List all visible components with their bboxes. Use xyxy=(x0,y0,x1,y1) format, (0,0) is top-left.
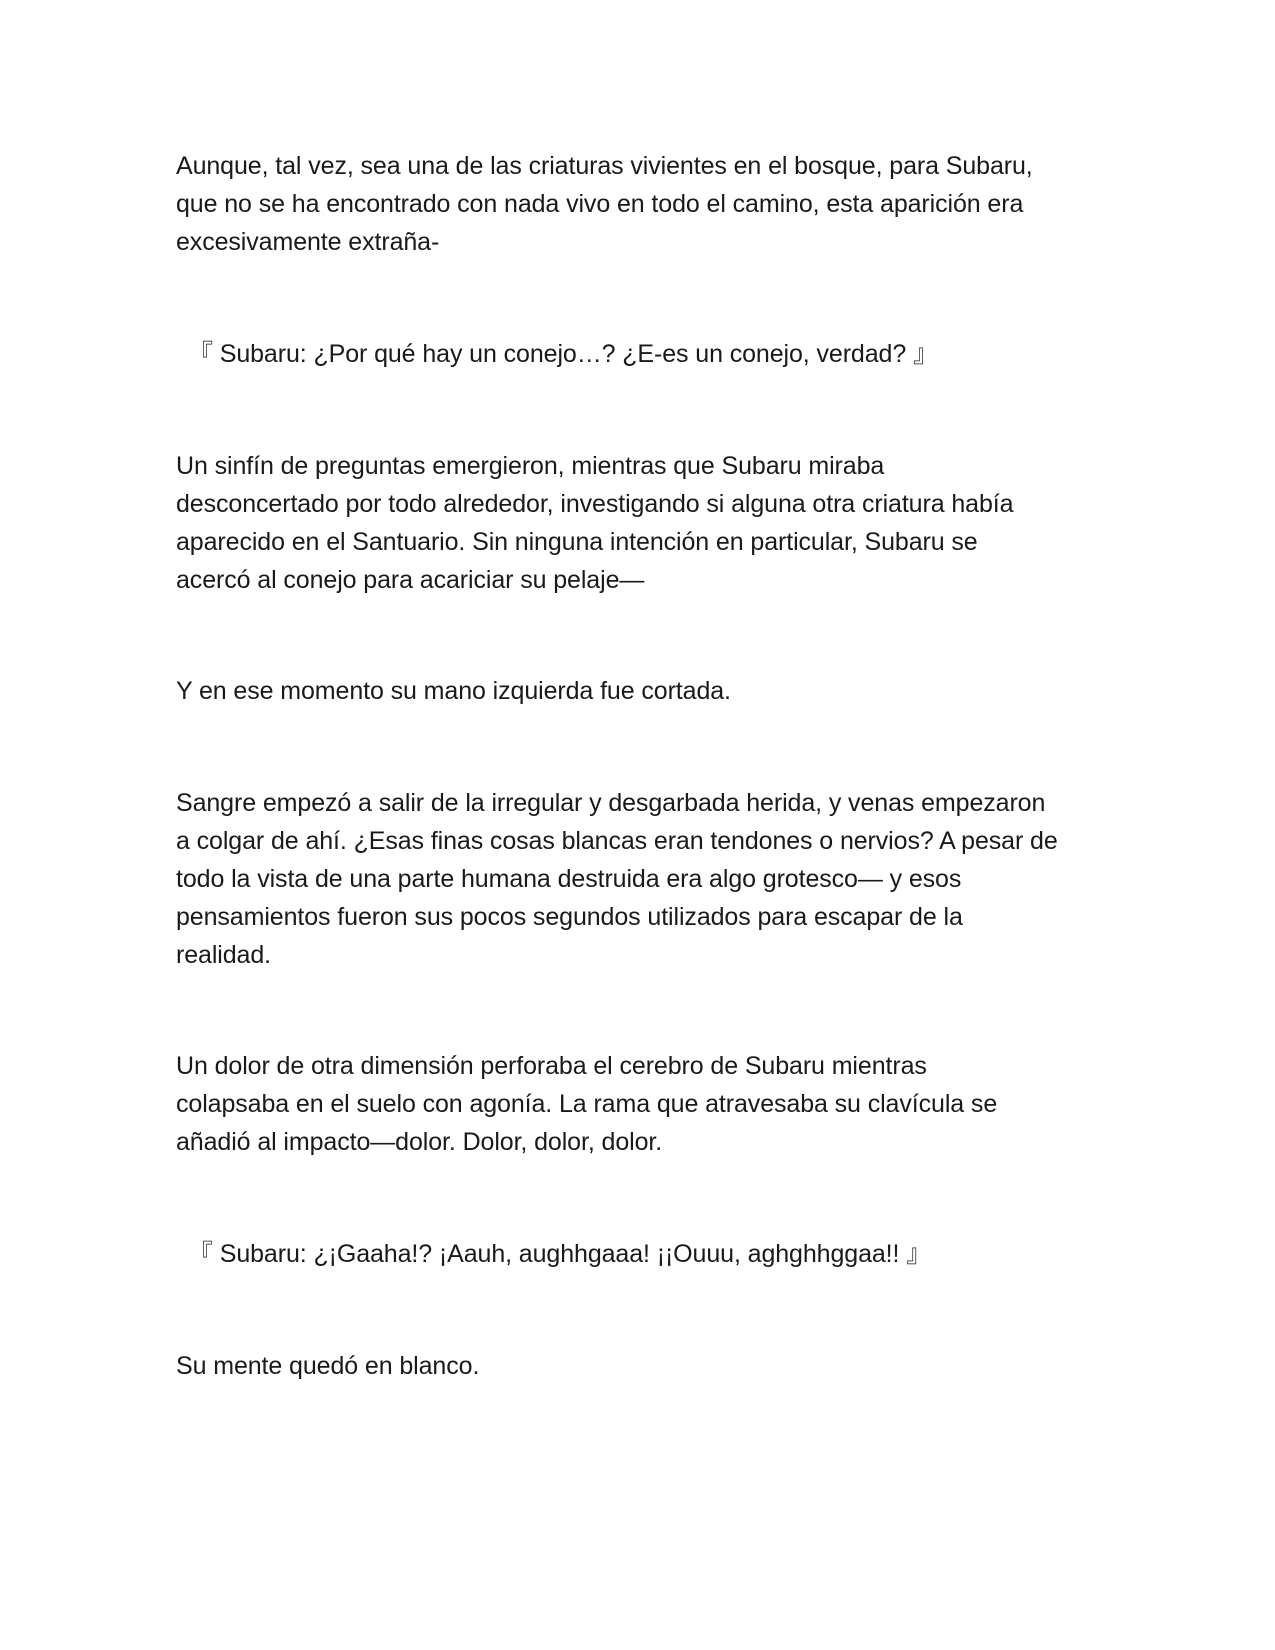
text-line: Su mente quedó en blanco. xyxy=(176,1352,480,1380)
text-line: excesivamente extraña- xyxy=(176,228,440,256)
text-line: Un sinfín de preguntas emergieron, mientras que Subaru miraba xyxy=(176,452,885,480)
text-line: colapsaba en el suelo con agonía. La rama que atravesaba su clavícula se xyxy=(176,1090,998,1118)
paragraph-dialogue-1 xyxy=(188,335,1118,373)
text-line: desconcertado por todo alrededor, investigando si alguna otra criatura había xyxy=(176,490,1014,518)
text-line: pensamientos fueron sus pocos segundos utilizados para escapar de la xyxy=(176,903,963,931)
text-line: realidad. xyxy=(176,941,271,969)
text-line: 『 Subaru: ¿¡Gaaha!? ¡Aauh, aughhgaaa! ¡¡Ouuu, aghghhggaa!! 』 xyxy=(188,1240,932,1268)
text-line: aparecido en el Santuario. Sin ninguna intención en particular, Subaru se xyxy=(176,528,978,556)
paragraph-narration-2 xyxy=(176,447,1106,599)
text-line: que no se ha encontrado con nada vivo en todo el camino, esta aparición era xyxy=(176,190,1024,218)
text-line: 『 Subaru: ¿Por qué hay un conejo…? ¿E-es un conejo, verdad? 』 xyxy=(188,340,938,368)
paragraph-narration-4 xyxy=(176,784,1106,974)
text-line: acercó al conejo para acariciar su pelaje— xyxy=(176,566,645,594)
paragraph-narration-6 xyxy=(176,1347,1106,1385)
text-line: todo la vista de una parte humana destruida era algo grotesco— y esos xyxy=(176,865,962,893)
text-line: Y en ese momento su mano izquierda fue cortada. xyxy=(176,677,731,705)
text-line: Un dolor de otra dimensión perforaba el cerebro de Subaru mientras xyxy=(176,1052,927,1080)
text-line: a colgar de ahí. ¿Esas finas cosas blancas eran tendones o nervios? A pesar de xyxy=(176,827,1058,855)
paragraph-dialogue-2 xyxy=(188,1235,1118,1273)
paragraph-narration-5 xyxy=(176,1047,1106,1161)
paragraph-narration-1 xyxy=(176,147,1106,261)
text-line: Aunque, tal vez, sea una de las criaturas vivientes en el bosque, para Subaru, xyxy=(176,152,1033,180)
text-line: Sangre empezó a salir de la irregular y desgarbada herida, y venas empezaron xyxy=(176,789,1046,817)
text-line: añadió al impacto—dolor. Dolor, dolor, dolor. xyxy=(176,1128,663,1156)
paragraph-narration-3 xyxy=(176,672,1106,710)
